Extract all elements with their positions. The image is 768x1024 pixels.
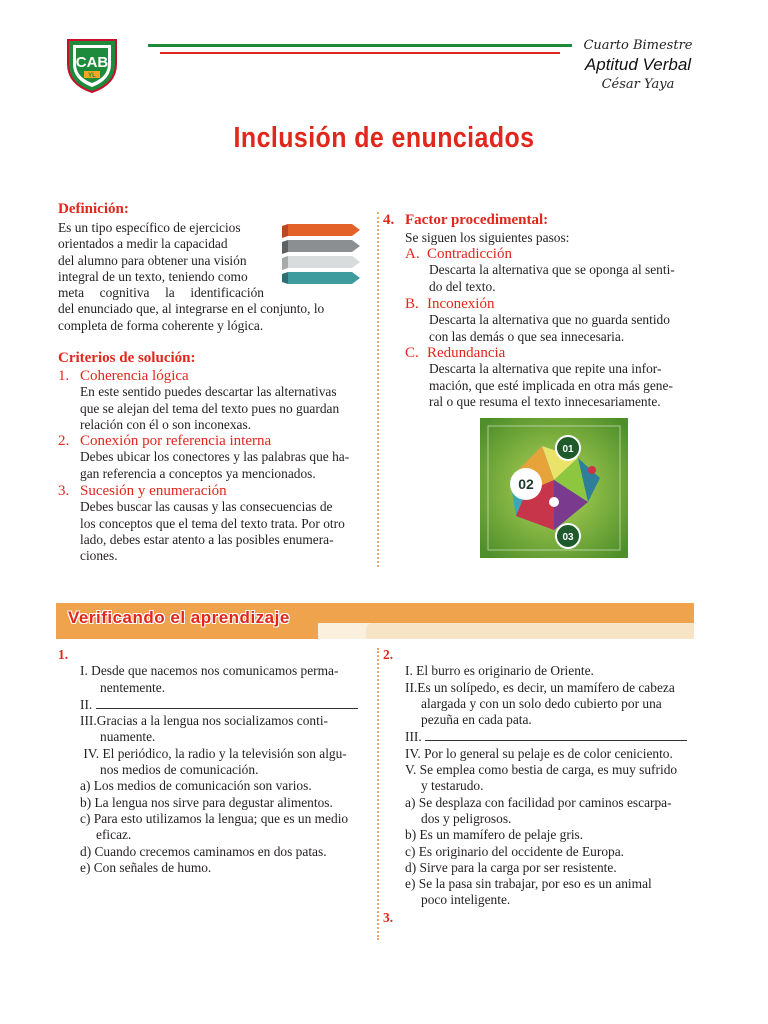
q2-blank-label: III. — [405, 729, 422, 745]
definicion-line: meta cognitiva la identificación — [58, 285, 264, 301]
criterio-number: 1. — [58, 368, 70, 384]
q2-statement: y testarudo. — [421, 778, 484, 794]
definicion-line: orientados a medir la capacidad — [58, 236, 228, 252]
header-subject: Aptitud Verbal — [584, 55, 692, 74]
q2-statement: I. El burro es originario de Oriente. — [405, 663, 594, 679]
definicion-line: Es un tipo específico de ejercicios — [58, 220, 241, 235]
criterio-1 — [58, 368, 368, 433]
q1-statement: III.Gracias a la lengua nos socializamos conti- — [80, 713, 329, 729]
definicion-heading: Definición: — [58, 201, 129, 217]
question-3-number: 3. — [383, 909, 394, 925]
q2-statement: V. Se emplea como bestia de carga, es muy sufrido — [405, 762, 678, 778]
graphic-label-02: 02 — [518, 476, 534, 492]
q1-statement: nos medios de comunicación. — [100, 762, 259, 778]
factor-item-title: Inconexión — [427, 296, 495, 312]
header-red-line — [160, 52, 560, 54]
criterio-line: Debes buscar las causas y las consecuencias de — [80, 499, 333, 515]
section-banner — [56, 603, 694, 639]
question-number: 1. — [58, 647, 69, 662]
question-1 — [58, 647, 368, 876]
factor-line: do del texto. — [429, 278, 496, 294]
q2-statement: pezuña en cada pata. — [421, 712, 532, 728]
header-green-line — [148, 44, 572, 47]
column-divider-bottom — [377, 648, 379, 940]
criterio-line: ciones. — [80, 548, 118, 564]
criterio-line: lado, debes estar atento a las posibles enumera- — [80, 531, 334, 547]
factor-title: Factor procedimental: — [405, 212, 549, 228]
page-title: Inclusión de enunciados — [233, 122, 535, 154]
criterio-line: los conceptos que el tema del texto trata. Por otro — [80, 515, 345, 531]
criterio-2 — [58, 433, 368, 482]
svg-text:YL: YL — [88, 73, 96, 79]
definicion-line: integral de un texto, teniendo como — [58, 268, 248, 284]
q1-option: c) Para esto utilizamos la lengua; que es un medio — [80, 810, 349, 826]
factor-line: mación, que esté implicada en otra más gene- — [429, 377, 673, 393]
factor-line: con las demás o que sea innecesaria. — [429, 328, 625, 344]
factor-item-b — [405, 296, 695, 345]
q2-statement-blank — [405, 728, 695, 745]
answer-blank-line — [96, 696, 358, 709]
factor-letter: C. — [405, 345, 419, 361]
definicion-line: del alumno para obtener una visión — [58, 252, 247, 268]
criterio-title: Coherencia lógica — [80, 368, 189, 384]
criterio-number: 3. — [58, 483, 70, 499]
header-bimestre: Cuarto Bimestre — [583, 38, 693, 53]
factor-item-title: Contradicción — [427, 246, 512, 262]
school-logo — [62, 34, 122, 94]
q1-statement-blank — [80, 696, 368, 713]
criterio-title: Sucesión y enumeración — [80, 483, 227, 499]
header-author: César Yaya — [601, 77, 675, 92]
column-divider — [377, 212, 379, 567]
q2-option: a) Se desplaza con facilidad por caminos escarpa- — [405, 794, 672, 810]
factor-heading — [383, 212, 548, 229]
criterios-heading: Criterios de solución: — [58, 350, 196, 366]
q1-option: d) Cuando crecemos caminamos en dos patas. — [80, 843, 327, 859]
criterio-title: Conexión por referencia interna — [80, 433, 272, 449]
factor-line: Descarta la alternativa que repite una infor- — [429, 361, 662, 377]
header-meta — [578, 38, 698, 92]
factor-item-title: Redundancia — [427, 345, 506, 361]
factor-item-c — [405, 345, 695, 410]
graphic-label-01: 01 — [562, 444, 574, 455]
question-2 — [383, 647, 695, 926]
q1-blank-label: II. — [80, 696, 93, 712]
q2-statement: IV. Por lo general su pelaje es de color ceniciento. — [405, 745, 673, 761]
factor-number: 4. — [383, 212, 395, 228]
criterio-line: En este sentido puedes descartar las alternativas — [80, 384, 337, 400]
question-number: 2. — [383, 647, 394, 662]
svg-text:CAB: CAB — [75, 54, 109, 71]
q1-statement: IV. El periódico, la radio y la televisión son algu- — [80, 745, 347, 761]
q1-statement: nentemente. — [100, 679, 166, 695]
q2-statement: alargada y con un solo dedo cubierto por una — [421, 695, 662, 711]
graphic-label-03: 03 — [562, 532, 574, 543]
criterio-number: 2. — [58, 433, 70, 449]
factor-item-a — [405, 246, 695, 295]
q1-statement: I. Desde que nacemos nos comunicamos perma- — [80, 663, 339, 679]
q2-option: poco inteligente. — [421, 892, 511, 908]
q2-option: dos y peligrosos. — [421, 810, 512, 826]
factor-line: Descarta la alternativa que se oponga al senti- — [429, 262, 675, 278]
factor-letter: B. — [405, 296, 419, 312]
definicion-line: del enunciado que, al integrarse en el conjunto, lo — [58, 301, 325, 317]
banner-title: Verificando el aprendizaje — [68, 608, 290, 627]
q2-option: e) Se la pasa sin trabajar, por eso es un animal — [405, 876, 652, 892]
factor-line: ral o que resuma el texto innecesariamente. — [429, 393, 661, 409]
q2-statement: II.Es un solípedo, es decir, un mamífero de cabeza — [405, 679, 675, 695]
steps-arrows-graphic — [278, 222, 362, 289]
infographic-image — [480, 418, 628, 563]
criterio-line: relación con él o son inconexas. — [80, 416, 252, 432]
q1-option: a) Los medios de comunicación son varios. — [80, 778, 312, 794]
answer-blank-line — [425, 728, 687, 741]
factor-intro: Se siguen los siguientes pasos: — [405, 230, 570, 245]
q1-statement: nuamente. — [100, 729, 156, 745]
q1-option: b) La lengua nos sirve para degustar alimentos. — [80, 794, 333, 810]
q2-option: c) Es originario del occidente de Europa. — [405, 843, 624, 859]
factor-letter: A. — [405, 246, 420, 262]
factor-line: Descarta la alternativa que no guarda sentido — [429, 312, 670, 328]
q2-option: b) Es un mamífero de pelaje gris. — [405, 827, 584, 843]
criterio-line: que se alejan del tema del texto pues no guardan — [80, 400, 340, 416]
q1-option: e) Con señales de humo. — [80, 859, 212, 875]
criterio-line: gan referencia a conceptos ya mencionados. — [80, 465, 316, 481]
q1-option: eficaz. — [96, 827, 132, 843]
q2-option: d) Sirve para la carga por ser resistente. — [405, 859, 617, 875]
criterio-3 — [58, 483, 368, 564]
criterio-line: Debes ubicar los conectores y las palabras que ha- — [80, 449, 350, 465]
definicion-line: completa de forma coherente y lógica. — [58, 317, 264, 333]
